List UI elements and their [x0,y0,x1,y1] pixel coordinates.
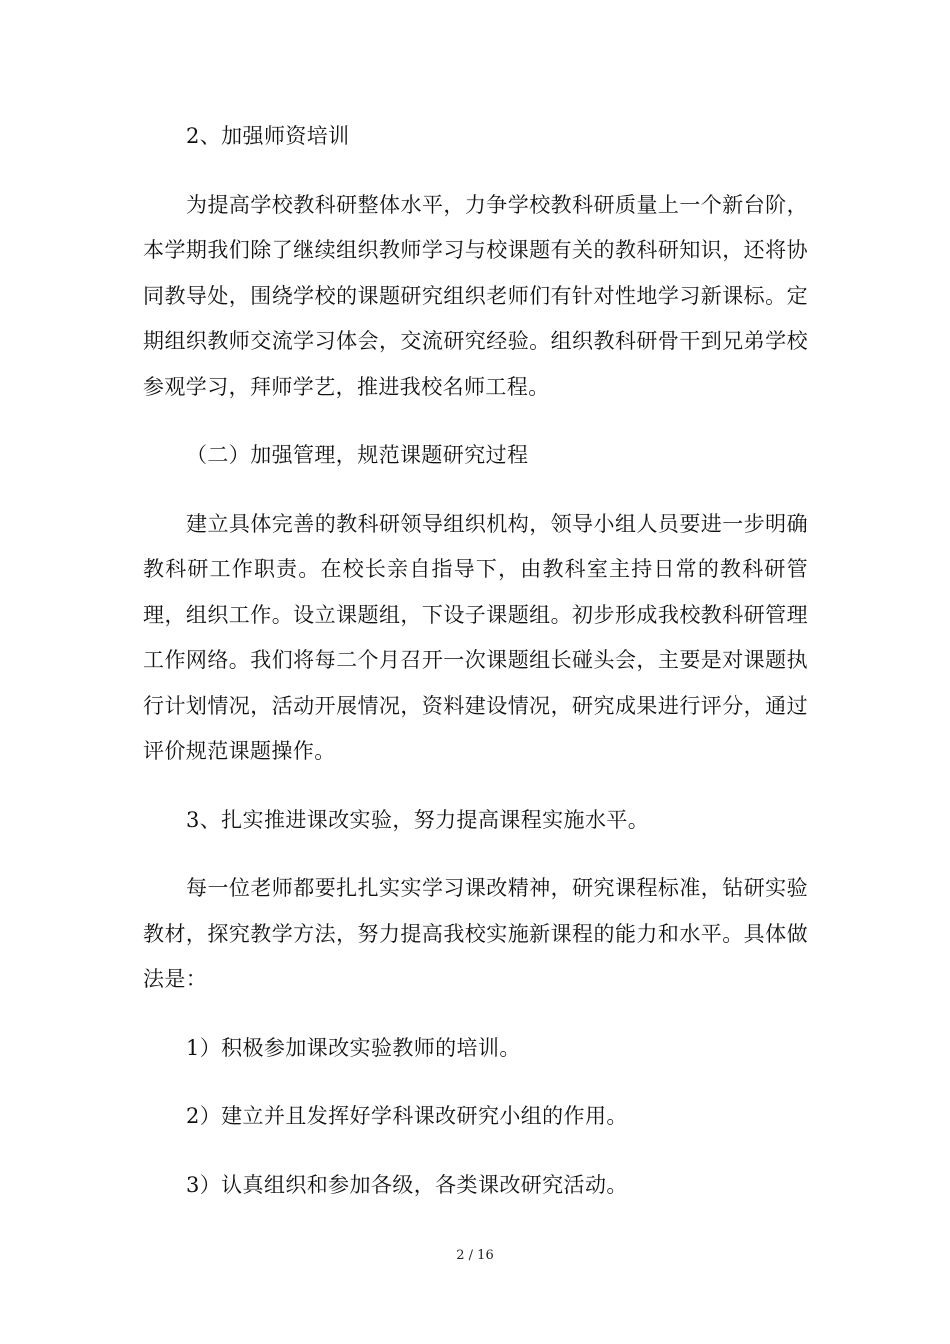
paragraph-curriculum-reform: 每一位老师都要扎扎实实学习课改精神，研究课程标准，钻研实验教材，探究教学方法，努力提高我校实施新课程的能力和水平。具体做法是： [143,876,808,991]
section-heading-curriculum-reform: 3、扎实推进课改实验，努力提高课程实施水平。 [186,807,650,832]
section-heading-teacher-training: 2、加强师资培训 [186,124,350,148]
section-heading-management: （二）加强管理，规范课题研究过程 [186,443,529,467]
list-item-2: 2）建立并且发挥好学科课改研究小组的作用。 [186,1104,628,1128]
paragraph-management: 建立具体完善的教科研领导组织机构，领导小组人员要进一步明确教科研工作职责。在校长亲自指导下，由教科室主持日常的教科研管理，组织工作。设立课题组，下设子课题组。初步形成我校教科研管理工作网络。我们将每二个月召开一次课题组长碰头会，主要是对课题执行计划情况，活动开展情况，资料建设情况，研究成果进行评分，通过评价规范课题操作。 [143,511,808,763]
paragraph-teacher-training: 为提高学校教科研整体水平，力争学校教科研质量上一个新台阶，本学期我们除了继续组织教师学习与校课题有关的教科研知识，还将协同教导处，围绕学校的课题研究组织老师们有针对性地学习新课标。定期组织教师交流学习体会，交流研究经验。组织教科研骨干到兄弟学校参观学习，拜师学艺，推进我校名师工程。 [143,192,808,399]
document-body [143,114,808,1208]
page-number: 2 / 16 [456,1248,494,1263]
list-item-3: 3）认真组织和参加各级，各类课改研究活动。 [186,1172,628,1197]
list-item-1: 1）积极参加课改实验教师的培训。 [186,1035,521,1060]
